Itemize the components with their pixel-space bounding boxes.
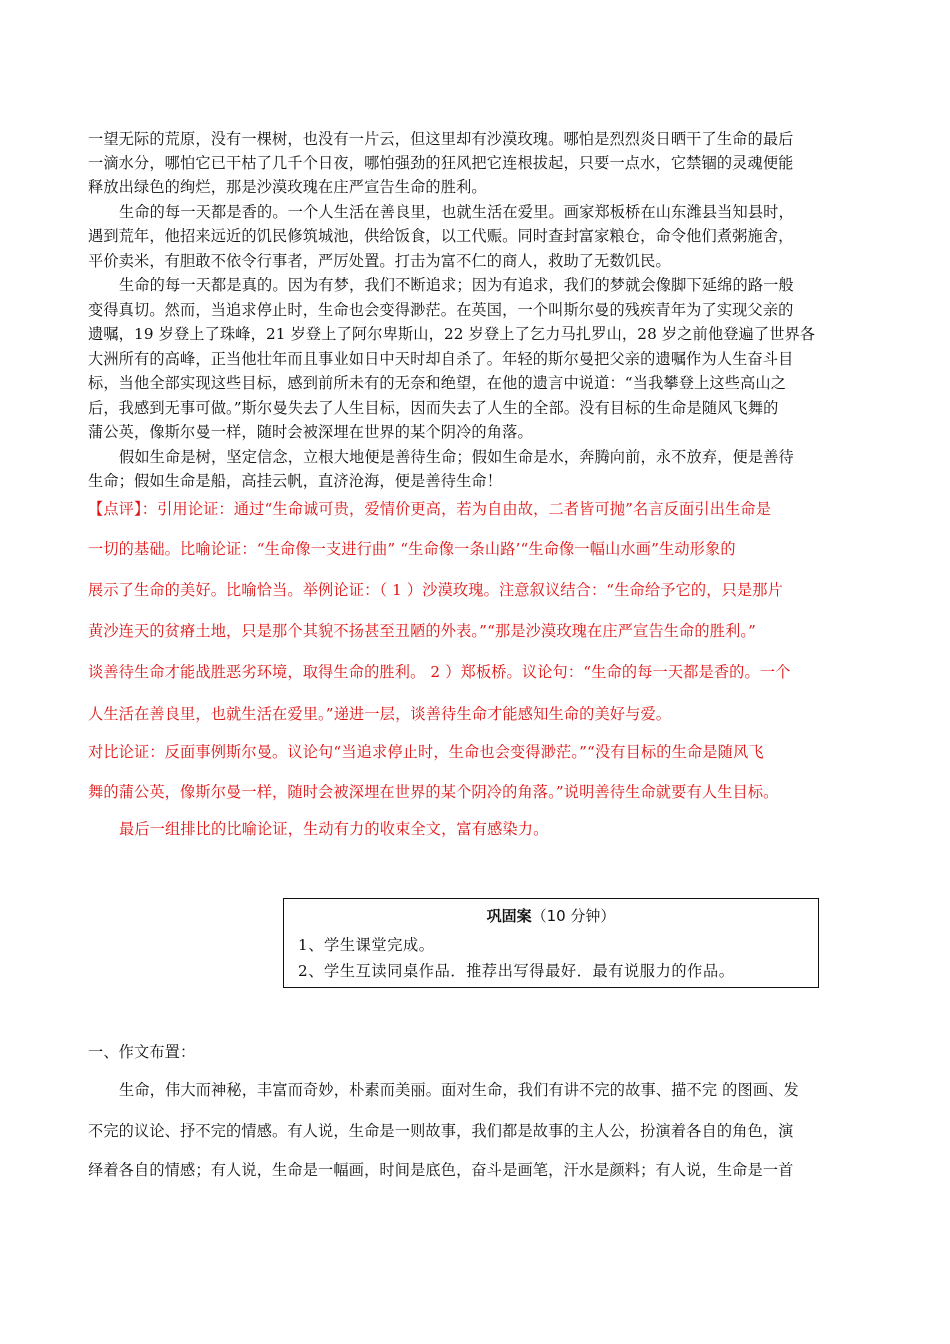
comment-line: 展示了生命的美好。比喻恰当。举例论证：（ 1 ）沙漠玫瑰。注意叙议结合：“生命给予它的，只是那片 [88,581,783,599]
essay-line: 绎着各自的情感；有人说，生命是一幅画，时间是底色，奋斗是画笔，汗水是颜料；有人说，生命是一首 [88,1161,794,1179]
consolidation-title-text: 巩固案 [486,907,532,925]
comment-line: 最后一组排比的比喻论证，生动有力的收束全文，富有感染力。 [119,820,549,838]
comment-line: 对比论证：反面事例斯尔曼。议论句“当追求停止时，生命也会变得渺茫。”“没有目标的生命是随风飞 [88,743,764,761]
comment-line: 【点评】：引用论证：通过“生命诚可贵，爱情价更高，若为自由故，二者皆可抛”名言反面引出生命是 [88,500,772,518]
comment-line: 人生活在善良里，也就生活在爱里。”递进一层，谈善待生命才能感知生命的美好与爱。 [88,705,672,723]
passage-line: 平价卖米，有胆敢不依令行事者，严厉处置。打击为富不仁的商人，救助了无数饥民。 [88,252,671,270]
essay-line: 不完的议论、抒不完的情感。有人说，生命是一则故事，我们都是故事的主人公，扮演着各自的角色，演 [88,1122,794,1140]
passage-line: 后，我感到无事可做。”斯尔曼失去了人生目标，因而失去了人生的全部。没有目标的生命是随风飞舞的 [88,399,779,417]
consolidation-duration: （10 分钟） [531,907,616,925]
passage-line: 遗嘱，19 岁登上了珠峰，21 岁登上了阿尔卑斯山，22 岁登上了乞力马扎罗山，28 岁之前他登遍了世界各 [88,325,816,343]
consolidation-box [283,898,819,988]
passage-line: 大洲所有的高峰，正当他壮年而且事业如日中天时却自杀了。年轻的斯尔曼把父亲的遗嘱作为人生奋斗目 [88,350,794,368]
consolidation-title [284,905,818,927]
comment-line: 一切的基础。比喻论证：“生命像一支进行曲” “生命像一条山路’“生命像一幅山水画”生动形象的 [88,540,736,558]
passage-line: 遇到荒年，他招来远近的饥民修筑城池，供给饭食，以工代赈。同时查封富家粮仓，命令他们煮粥施舍， [88,227,794,245]
passage-line: 标，当他全部实现这些目标，感到前所未有的无奈和绝望，在他的遗言中说道：“当我攀登上这些高山之 [88,374,787,392]
passage-line: 一望无际的荒原，没有一棵树，也没有一片云，但这里却有沙漠玫瑰。哪怕是烈烈炎日晒干了生命的最后 [88,130,794,148]
passage-line: 生命的每一天都是香的。一个人生活在善良里，也就生活在爱里。画家郑板桥在山东潍县当知县时， [119,203,794,221]
passage-line: 蒲公英，像斯尔曼一样，随时会被深埋在世界的某个阴冷的角落。 [88,423,533,441]
passage-line: 变得真切。然而，当追求停止时，生命也会变得渺茫。在英国，一个叫斯尔曼的残疾青年为了实现父亲的 [88,301,794,319]
passage-line: 一滴水分，哪怕它已干枯了几千个日夜，哪怕强劲的狂风把它连根拔起，只要一点水，它禁锢的灵魂便能 [88,154,794,172]
essay-line: 生命，伟大而神秘，丰富而奇妙，朴素而美丽。面对生命，我们有讲不完的故事、描不完 的图画、发 [119,1081,799,1099]
consolidation-item: 2、学生互读同桌作品．推荐出写得最好．最有说服力的作品。 [298,962,735,980]
essay-heading: 一、作文布置： [88,1043,196,1061]
passage-line: 生命；假如生命是船，高挂云帆，直济沧海，便是善待生命！ [88,472,503,490]
comment-line: 舞的蒲公英，像斯尔曼一样，随时会被深埋在世界的某个阴冷的角落。”说明善待生命就要有人生目标。 [88,783,779,801]
comment-line: 黄沙连天的贫瘠土地，只是那个其貌不扬甚至丑陋的外表。”“那是沙漠玫瑰在庄严宣告生命的胜利。” [88,622,757,640]
passage-line: 生命的每一天都是真的。因为有梦，我们不断追求；因为有追求，我们的梦就会像脚下延绵的路一般 [119,276,794,294]
comment-line: 谈善待生命才能战胜恶劣环境，取得生命的胜利。 2 ）郑板桥。议论句：“生命的每一天都是香的。一个 [88,663,791,681]
consolidation-item: 1、学生课堂完成。 [298,936,435,954]
passage-line: 假如生命是树，坚定信念，立根大地便是善待生命；假如生命是水，奔腾向前，永不放弃，便是善待 [119,448,794,466]
passage-line: 释放出绿色的绚烂，那是沙漠玫瑰在庄严宣告生命的胜利。 [88,178,487,196]
